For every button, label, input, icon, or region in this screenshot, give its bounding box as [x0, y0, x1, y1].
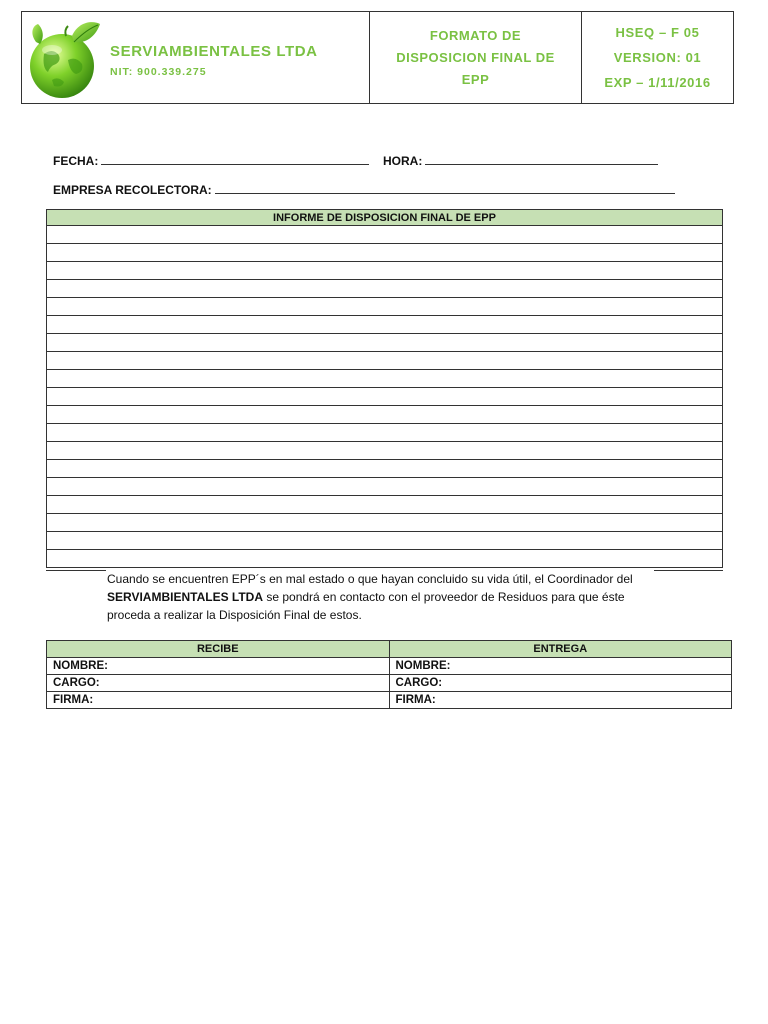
table-row — [47, 478, 723, 496]
fecha-label: FECHA: — [53, 154, 99, 168]
report-entry-cell[interactable] — [47, 370, 723, 388]
recibe-cargo-cell[interactable]: CARGO: — [47, 675, 390, 692]
table-row — [47, 352, 723, 370]
format-title: FORMATO DE DISPOSICION FINAL DE EPP — [396, 27, 555, 87]
table-row — [47, 692, 732, 709]
report-entry-cell[interactable] — [47, 496, 723, 514]
code-cell — [582, 12, 733, 103]
recibe-firma-cell[interactable]: FIRMA: — [47, 692, 390, 709]
report-entry-cell[interactable] — [47, 262, 723, 280]
entrega-nombre-cell[interactable]: NOMBRE: — [389, 658, 732, 675]
report-entry-cell[interactable] — [47, 532, 723, 550]
table-row — [47, 424, 723, 442]
table-row — [47, 532, 723, 550]
report-entry-cell[interactable] — [47, 226, 723, 244]
table-row — [47, 675, 732, 692]
format-expedition: EXP – 1/11/2016 — [604, 75, 711, 90]
signature-table — [46, 640, 732, 709]
report-entry-cell[interactable] — [47, 442, 723, 460]
format-code: HSEQ – F 05 — [615, 25, 700, 40]
format-version: VERSION: 01 — [613, 50, 702, 65]
report-entry-cell[interactable] — [47, 514, 723, 532]
notice-rule-right — [654, 570, 723, 571]
company-nit: NIT: 900.339.275 — [110, 66, 207, 78]
report-entry-cell[interactable] — [47, 352, 723, 370]
notice-rule-left — [46, 570, 106, 571]
recibe-header: RECIBE — [47, 641, 390, 658]
table-row — [47, 550, 723, 568]
table-row — [47, 244, 723, 262]
empresa-label: EMPRESA RECOLECTORA: — [53, 183, 212, 197]
table-row — [47, 460, 723, 478]
entrega-firma-cell[interactable]: FIRMA: — [389, 692, 732, 709]
format-title-cell — [370, 12, 582, 103]
table-row — [47, 334, 723, 352]
table-row — [47, 514, 723, 532]
table-row — [47, 442, 723, 460]
notice-paragraph — [107, 570, 663, 624]
table-row — [47, 496, 723, 514]
table-row — [47, 316, 723, 334]
table-row — [47, 370, 723, 388]
empresa-blank-line[interactable] — [215, 182, 675, 194]
report-entry-cell[interactable] — [47, 334, 723, 352]
table-row — [47, 388, 723, 406]
recibe-nombre-cell[interactable]: NOMBRE: — [47, 658, 390, 675]
report-entry-cell[interactable] — [47, 244, 723, 262]
entrega-header: ENTREGA — [389, 641, 732, 658]
notice-text-end: se pondrá en contacto con el proveedor de Residuos para que éste proceda a realizar la Disposición Final de estos. — [107, 590, 625, 622]
logo-cell — [22, 12, 370, 103]
report-entry-cell[interactable] — [47, 550, 723, 568]
notice-text-start: Cuando se encuentren EPP´s en mal estado o que hayan concluido su vida útil, el Coordinador del — [107, 572, 633, 586]
hora-field[interactable] — [383, 153, 658, 168]
report-entry-cell[interactable] — [47, 424, 723, 442]
report-entry-cell[interactable] — [47, 406, 723, 424]
report-table-body — [47, 226, 723, 568]
report-entry-cell[interactable] — [47, 316, 723, 334]
report-entry-cell[interactable] — [47, 298, 723, 316]
hora-blank-line[interactable] — [425, 153, 658, 165]
report-table — [46, 209, 723, 568]
table-row — [47, 406, 723, 424]
table-row — [47, 298, 723, 316]
report-entry-cell[interactable] — [47, 478, 723, 496]
company-name: SERVIAMBIENTALES LTDA — [110, 43, 318, 60]
globe-leaf-logo-icon — [22, 16, 108, 102]
report-table-header: INFORME DE DISPOSICION FINAL DE EPP — [47, 210, 723, 226]
report-entry-cell[interactable] — [47, 280, 723, 298]
report-entry-cell[interactable] — [47, 388, 723, 406]
table-row — [47, 280, 723, 298]
table-row — [47, 226, 723, 244]
fecha-field[interactable] — [53, 153, 369, 168]
fecha-blank-line[interactable] — [101, 153, 369, 165]
table-row — [47, 262, 723, 280]
report-entry-cell[interactable] — [47, 460, 723, 478]
hora-label: HORA: — [383, 154, 423, 168]
notice-company-name: SERVIAMBIENTALES LTDA — [107, 590, 264, 604]
empresa-field[interactable] — [53, 182, 675, 197]
table-row — [47, 658, 732, 675]
document-header — [21, 11, 734, 104]
entrega-cargo-cell[interactable]: CARGO: — [389, 675, 732, 692]
